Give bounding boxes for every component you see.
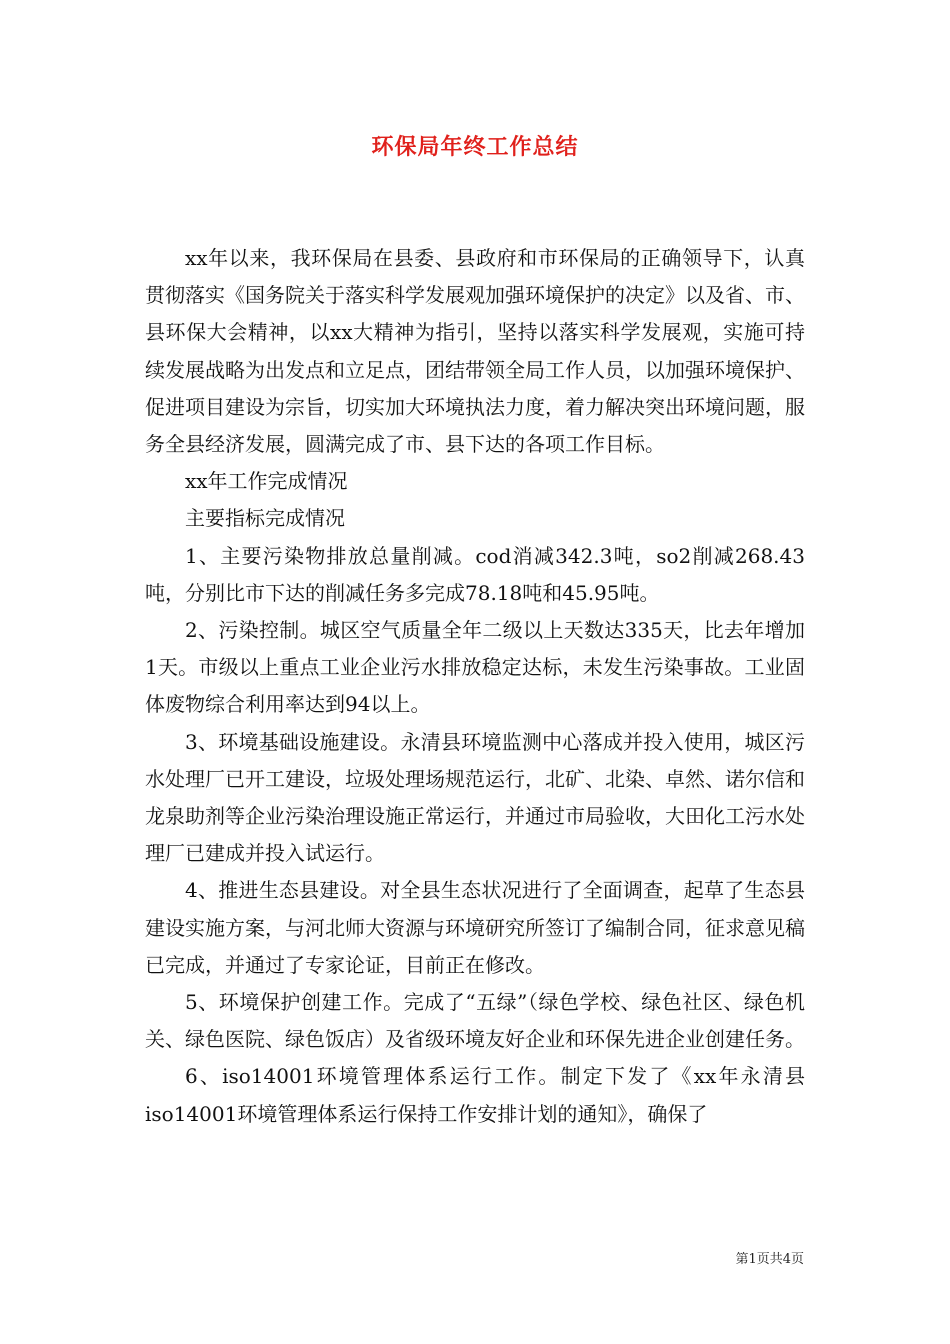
paragraph-item-3: 3、环境基础设施建设。永清县环境监测中心落成并投入使用，城区污水处理厂已开工建设，垃圾处理场规范运行，北矿、北染、卓然、诺尔信和龙泉助剂等企业污染治理设施正常运行，并通过市局验收，大田化工污水处理厂已建成并投入试运行。 [145, 729, 805, 866]
page-indicator: 第1页共4页 [735, 1252, 804, 1267]
paragraph-item-4: 4、推进生态县建设。对全县生态状况进行了全面调查，起草了生态县建设实施方案，与河北师大资源与环境研究所签订了编制合同，征求意见稿已完成，并通过了专家论证，目前正在修改。 [145, 878, 805, 977]
paragraph-item-6: 6、iso14001环境管理体系运行工作。制定下发了《xx年永清县iso14001环境管理体系运行保持工作安排计划的通知》，确保了 [145, 1064, 805, 1126]
section-heading-main-indicators: 主要指标完成情况 [185, 506, 345, 531]
paragraph-intro: xx年以来，我环保局在县委、县政府和市环保局的正确领导下，认真贯彻落实《国务院关于落实科学发展观加强环境保护的决定》以及省、市、县环保大会精神，以xx大精神为指引，坚持以落实科学发展观，实施可持续发展战略为出发点和立足点，团结带领全局工作人员，以加强环境保护、促进项目建设为宗旨，切实加大环境执法力度，着力解决突出环境问题，服务全县经济发展，圆满完成了市、县下达的各项工作目标。 [145, 246, 805, 457]
document-title: 环保局年终工作总结 [371, 134, 579, 160]
section-heading-annual-work: xx年工作完成情况 [185, 469, 348, 494]
paragraph-item-1: 1、主要污染物排放总量削减。cod消减342.3吨，so2削减268.43吨，分别比市下达的削减任务多完成78.18吨和45.95吨。 [145, 543, 805, 605]
paragraph-item-5: 5、环境保护创建工作。完成了“五绿”（绿色学校、绿色社区、绿色机关、绿色医院、绿色饭店）及省级环境友好企业和环保先进企业创建任务。 [145, 990, 805, 1052]
document-body [145, 240, 805, 1133]
paragraph-item-2: 2、污染控制。城区空气质量全年二级以上天数达335天，比去年增加1天。市级以上重点工业企业污水排放稳定达标，未发生污染事故。工业固体废物综合利用率达到94以上。 [145, 618, 805, 717]
